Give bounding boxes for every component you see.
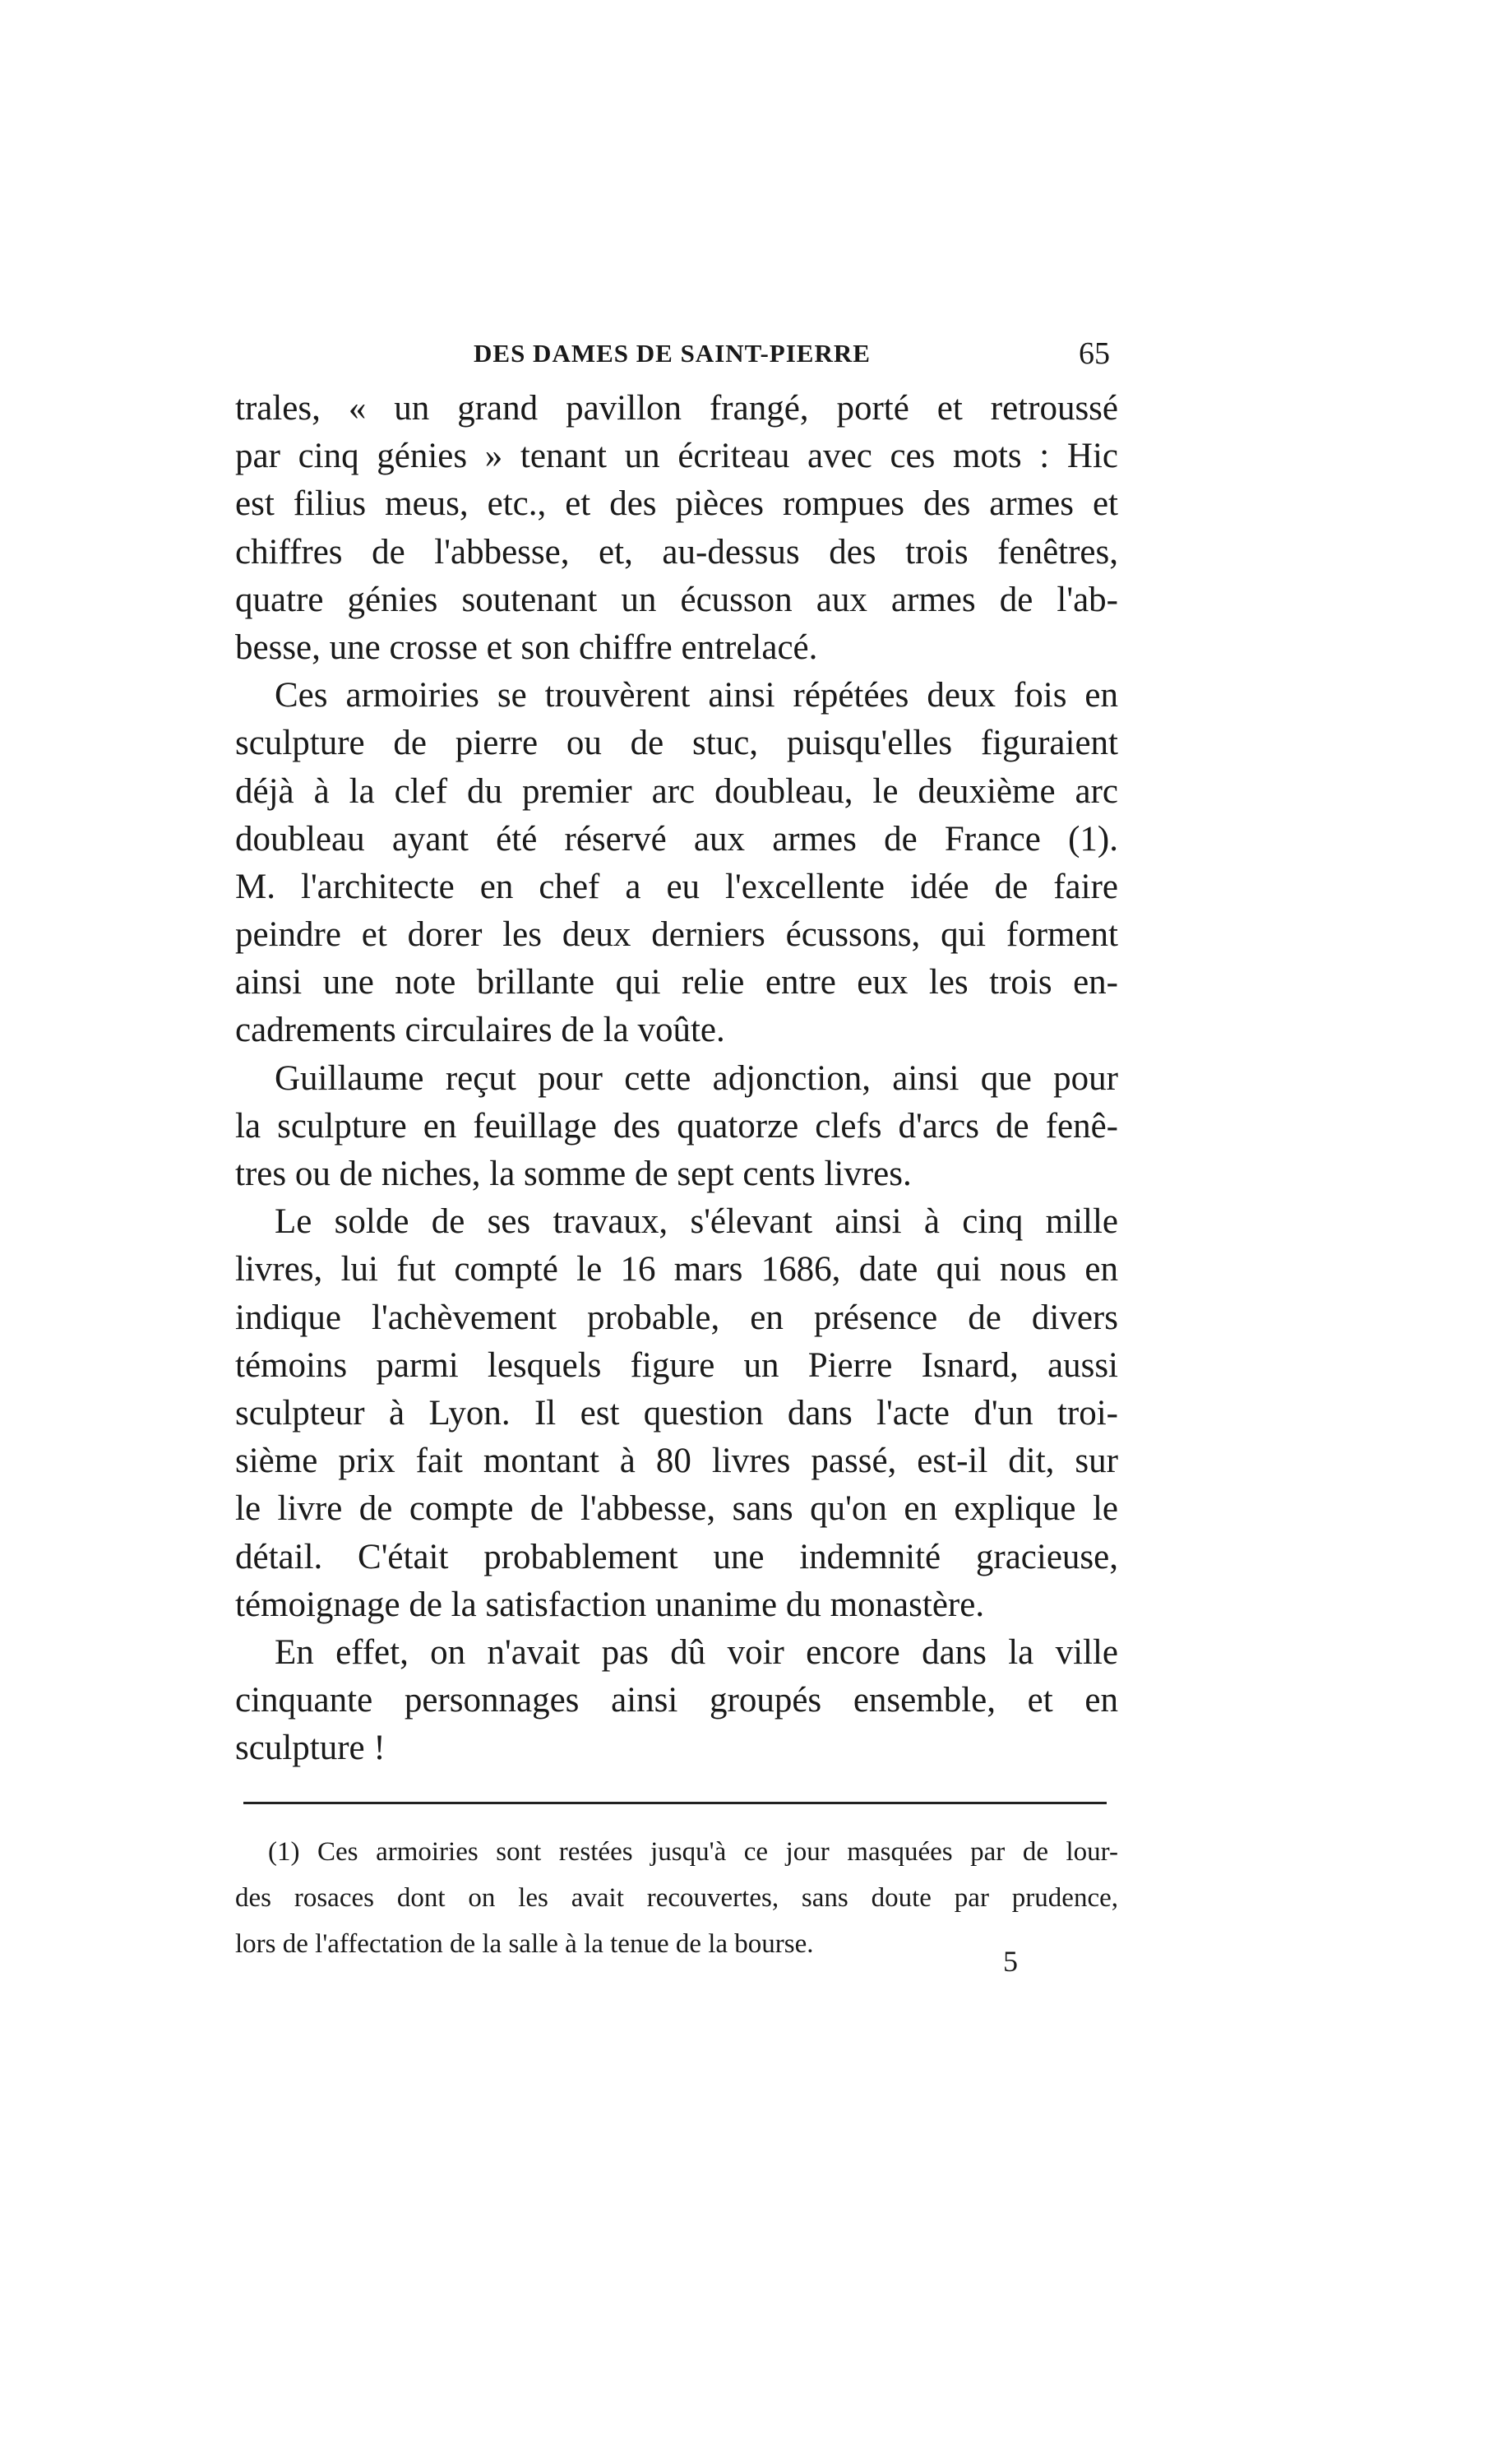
text-line: sculpture de pierre ou de stuc, puisqu'elles figuraient [235, 724, 1118, 763]
footnote-divider [243, 1802, 1107, 1804]
text-line: Ces armoiries se trouvèrent ainsi répétées deux fois en [275, 676, 1118, 715]
text-line: ainsi une note brillante qui relie entre eux les trois en- [235, 963, 1118, 1002]
signature-mark: 5 [1003, 1945, 1018, 1978]
text-line: détail. C'était probablement une indemnité gracieuse, [235, 1537, 1118, 1576]
text-line: M. l'architecte en chef a eu l'excellente idée de faire [235, 867, 1118, 906]
text-line: peindre et dorer les deux derniers écussons, qui forment [235, 915, 1118, 955]
running-title: DES DAMES DE SAINT-PIERRE [474, 339, 871, 368]
running-head [235, 336, 1118, 377]
text-line: sculpture ! [235, 1729, 386, 1768]
footnote-line: lors de l'affectation de la salle à la tenue de la bourse. [235, 1929, 814, 1959]
text-line: indique l'achèvement probable, en présence de divers [235, 1298, 1118, 1337]
text-line: livres, lui fut compté le 16 mars 1686, date qui nous en [235, 1250, 1118, 1289]
text-line: Guillaume reçut pour cette adjonction, ainsi que pour [275, 1058, 1118, 1098]
text-line: cinquante personnages ainsi groupés ensemble, et en [235, 1681, 1118, 1720]
footnote-line: des rosaces dont on les avait recouvertes, sans doute par prudence, [235, 1883, 1118, 1913]
text-line: Le solde de ses travaux, s'élevant ainsi à cinq mille [275, 1202, 1118, 1242]
body-text [235, 385, 1118, 1772]
text-line: doubleau ayant été réservé aux armes de France (1). [235, 819, 1118, 859]
text-line: En effet, on n'avait pas dû voir encore dans la ville [275, 1632, 1118, 1672]
text-line: par cinq génies » tenant un écriteau avec ces mots : Hic [235, 437, 1118, 476]
text-line: chiffres de l'abbesse, et, au-dessus des trois fenêtres, [235, 532, 1118, 572]
page-number: 65 [1079, 336, 1110, 371]
text-line: sième prix fait montant à 80 livres passé, est-il dit, sur [235, 1442, 1118, 1481]
footnotes [235, 1829, 1118, 1967]
footnote-line: (1) Ces armoiries sont restées jusqu'à ce jour masquées par de lour- [268, 1837, 1118, 1867]
text-line: déjà à la clef du premier arc doubleau, le deuxième arc [235, 771, 1118, 811]
text-line: la sculpture en feuillage des quatorze clefs d'arcs de fenê- [235, 1106, 1118, 1146]
text-line: besse, une crosse et son chiffre entrelacé. [235, 627, 818, 667]
text-line: est filius meus, etc., et des pièces rompues des armes et [235, 484, 1118, 524]
text-line: quatre génies soutenant un écusson aux armes de l'ab- [235, 580, 1118, 619]
text-line: le livre de compte de l'abbesse, sans qu'on en explique le [235, 1489, 1118, 1529]
text-line: trales, « un grand pavillon frangé, porté et retroussé [235, 389, 1118, 428]
text-line: cadrements circulaires de la voûte. [235, 1011, 725, 1050]
text-line: témoins parmi lesquels figure un Pierre Isnard, aussi [235, 1345, 1118, 1385]
text-line: tres ou de niches, la somme de sept cents livres. [235, 1155, 912, 1193]
text-line: témoignage de la satisfaction unanime du monastère. [235, 1585, 985, 1624]
text-line: sculpteur à Lyon. Il est question dans l'acte d'un troi- [235, 1393, 1118, 1433]
